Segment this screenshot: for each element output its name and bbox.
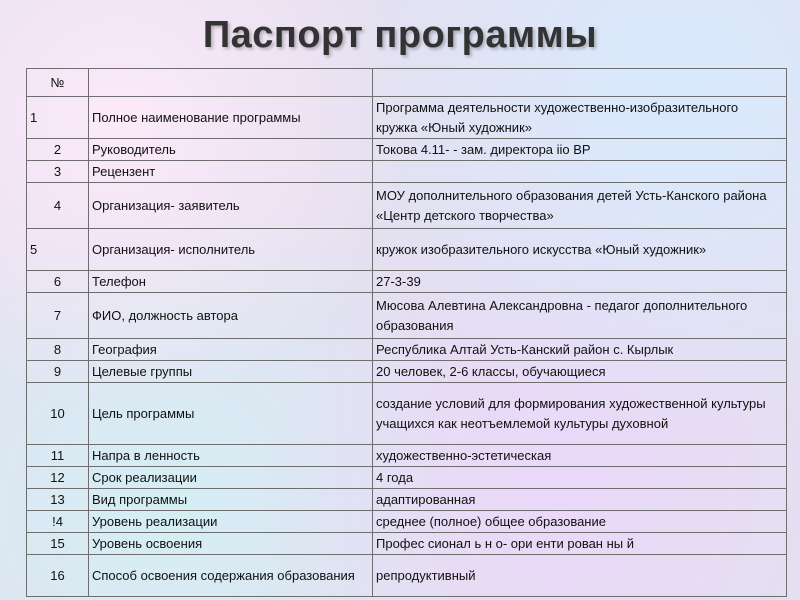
row-value (373, 161, 787, 183)
row-field: Вид программы (89, 489, 373, 511)
row-number: 2 (27, 139, 89, 161)
table-row (27, 139, 787, 161)
table-row (27, 339, 787, 361)
row-number: 7 (27, 293, 89, 339)
row-value: адаптированная (373, 489, 787, 511)
row-value: среднее (полное) общее образование (373, 511, 787, 533)
table-row (27, 69, 787, 97)
row-number: 16 (27, 555, 89, 597)
row-value (373, 69, 787, 97)
row-value: 27-3-39 (373, 271, 787, 293)
table-row (27, 555, 787, 597)
row-value: кружок изобразительного искусства «Юный художник» (373, 229, 787, 271)
row-number: 10 (27, 383, 89, 445)
row-number: 1 (27, 97, 89, 139)
table-row (27, 383, 787, 445)
table-row (27, 467, 787, 489)
table-row (27, 489, 787, 511)
row-number: 11 (27, 445, 89, 467)
row-value: МОУ дополнительного образования детей Усть-Канского района «Центр детского творчества» (373, 183, 787, 229)
row-number: 3 (27, 161, 89, 183)
row-value: Профес сионал ь н о- ори енти рован ны й (373, 533, 787, 555)
table-row (27, 533, 787, 555)
row-field: Рецензент (89, 161, 373, 183)
row-number: № (27, 69, 89, 97)
row-field (89, 69, 373, 97)
table-row (27, 229, 787, 271)
row-number: 6 (27, 271, 89, 293)
passport-table (26, 68, 787, 597)
row-value: Мюсова Алевтина Александровна - педагог дополнительного образования (373, 293, 787, 339)
row-value: репродуктивный (373, 555, 787, 597)
table-row (27, 161, 787, 183)
page-title: Паспорт программы (202, 14, 598, 56)
row-field: Срок реализации (89, 467, 373, 489)
row-field: Телефон (89, 271, 373, 293)
row-value: создание условий для формирования художественной культуры учащихся как неотъемлемой культуры духовной (373, 383, 787, 445)
table-row (27, 271, 787, 293)
row-number: 13 (27, 489, 89, 511)
row-value: 20 человек, 2-6 классы, обучающиеся (373, 361, 787, 383)
row-number: 9 (27, 361, 89, 383)
row-number: !4 (27, 511, 89, 533)
row-number: 15 (27, 533, 89, 555)
table-row (27, 511, 787, 533)
row-value: художественно-эстетическая (373, 445, 787, 467)
row-value: Токова 4.11- - зам. директора iio ВР (373, 139, 787, 161)
table-row (27, 293, 787, 339)
row-field: Способ освоения содержания образования (89, 555, 373, 597)
row-field: Целевые группы (89, 361, 373, 383)
row-number: 8 (27, 339, 89, 361)
row-number: 12 (27, 467, 89, 489)
row-field: Уровень освоения (89, 533, 373, 555)
row-value: 4 года (373, 467, 787, 489)
row-field: Руководитель (89, 139, 373, 161)
table-row (27, 361, 787, 383)
row-field: Цель программы (89, 383, 373, 445)
row-field: Напра в ленность (89, 445, 373, 467)
row-number: 5 (27, 229, 89, 271)
row-field: География (89, 339, 373, 361)
row-value: Республика Алтай Усть-Канский район с. Кырлык (373, 339, 787, 361)
row-field: ФИО, должность автора (89, 293, 373, 339)
row-field: Организация- исполнитель (89, 229, 373, 271)
row-field: Организация- заявитель (89, 183, 373, 229)
table-row (27, 97, 787, 139)
table-row (27, 183, 787, 229)
row-field: Уровень реализации (89, 511, 373, 533)
row-field: Полное наименование программы (89, 97, 373, 139)
row-value: Программа деятельности художественно-изобразительного кружка «Юный художник» (373, 97, 787, 139)
row-number: 4 (27, 183, 89, 229)
table-row (27, 445, 787, 467)
